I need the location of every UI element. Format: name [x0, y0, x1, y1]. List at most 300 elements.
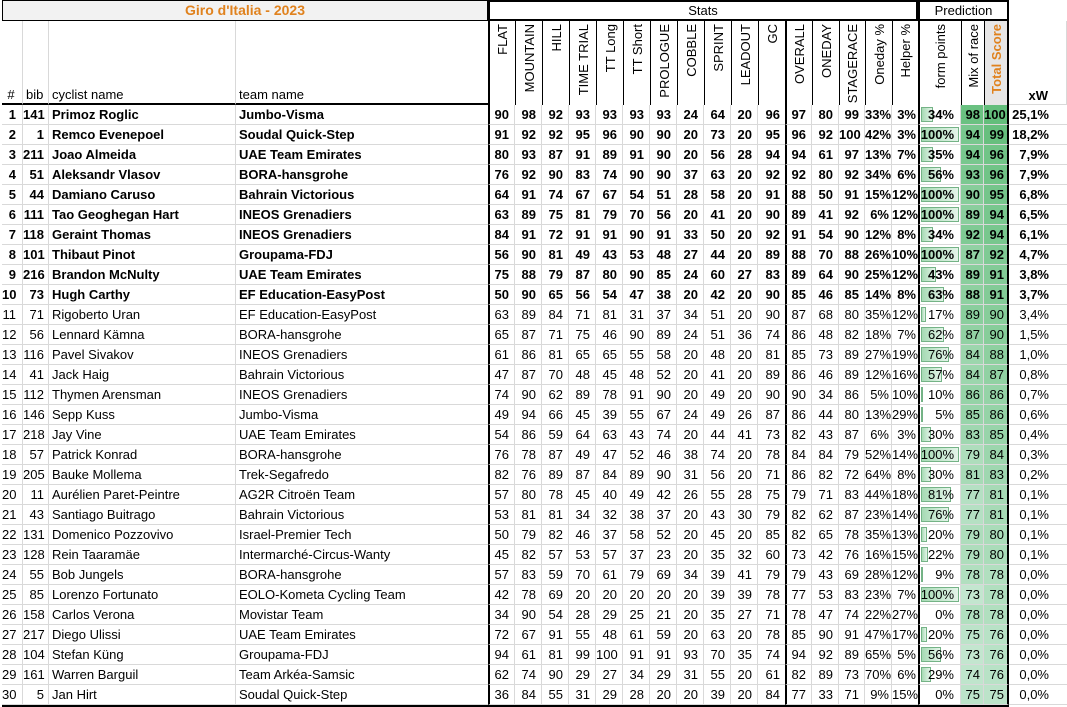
- stat-cell-flat[interactable]: 50: [488, 525, 515, 545]
- stat-cell-sprint[interactable]: 56: [704, 465, 731, 485]
- stat-cell-overall[interactable]: 82: [785, 525, 812, 545]
- stat-cell-mountain[interactable]: 90: [515, 285, 542, 305]
- xw-cell[interactable]: 6,1%: [1009, 225, 1067, 245]
- stat-cell-gc[interactable]: 61: [758, 665, 785, 685]
- stat-cell-mountain[interactable]: 88: [515, 265, 542, 285]
- stat-cell-hill[interactable]: 70: [542, 365, 569, 385]
- stat-cell-oneday-pct[interactable]: 25%: [865, 265, 892, 285]
- mix-of-race-cell[interactable]: 77: [961, 485, 984, 505]
- column-header-cobble[interactable]: [677, 21, 704, 105]
- cyclist-name-cell[interactable]: Joao Almeida: [49, 145, 236, 165]
- stat-cell-hill[interactable]: 87: [542, 145, 569, 165]
- stat-cell-leadout[interactable]: 41: [731, 565, 758, 585]
- stat-cell-overall[interactable]: 82: [785, 665, 812, 685]
- stat-cell-hill[interactable]: 92: [542, 105, 569, 125]
- stat-cell-oneday-pct[interactable]: 23%: [865, 585, 892, 605]
- mix-of-race-cell[interactable]: 77: [961, 505, 984, 525]
- form-points-cell[interactable]: [918, 585, 961, 605]
- stat-cell-cobble[interactable]: 20: [677, 585, 704, 605]
- stat-cell-time-trial[interactable]: 48: [569, 365, 596, 385]
- xw-cell[interactable]: 0,0%: [1009, 645, 1067, 665]
- cyclist-name-cell[interactable]: Geraint Thomas: [49, 225, 236, 245]
- total-score-cell[interactable]: 78: [984, 585, 1009, 605]
- form-points-cell[interactable]: [918, 265, 961, 285]
- stat-cell-sprint[interactable]: 48: [704, 345, 731, 365]
- stat-cell-helper-pct[interactable]: 19%: [892, 345, 918, 365]
- rank-cell[interactable]: 23: [2, 545, 23, 565]
- bib-cell[interactable]: 205: [23, 465, 49, 485]
- total-score-cell[interactable]: 90: [984, 305, 1009, 325]
- stat-cell-overall[interactable]: 79: [785, 485, 812, 505]
- stat-cell-hill[interactable]: 81: [542, 505, 569, 525]
- stat-cell-leadout[interactable]: 28: [731, 145, 758, 165]
- stat-cell-tt-short[interactable]: 28: [623, 685, 650, 705]
- mix-of-race-cell[interactable]: 85: [961, 405, 984, 425]
- rank-cell[interactable]: 7: [2, 225, 23, 245]
- stat-cell-tt-long[interactable]: 47: [596, 445, 623, 465]
- stat-cell-time-trial[interactable]: 95: [569, 125, 596, 145]
- stat-cell-leadout[interactable]: 26: [731, 405, 758, 425]
- cyclist-name-cell[interactable]: Warren Barguil: [49, 665, 236, 685]
- stat-cell-sprint[interactable]: 49: [704, 385, 731, 405]
- stat-cell-mountain[interactable]: 78: [515, 445, 542, 465]
- stat-cell-leadout[interactable]: 20: [731, 665, 758, 685]
- stat-cell-hill[interactable]: 90: [542, 165, 569, 185]
- column-header-gc[interactable]: [758, 21, 785, 105]
- column-header-leadout[interactable]: [731, 21, 758, 105]
- bib-cell[interactable]: 85: [23, 585, 49, 605]
- stat-cell-gc[interactable]: 90: [758, 285, 785, 305]
- stat-cell-prologue[interactable]: 20: [650, 685, 677, 705]
- team-name-cell[interactable]: Israel-Premier Tech: [236, 525, 488, 545]
- stat-cell-tt-long[interactable]: 78: [596, 385, 623, 405]
- total-score-cell[interactable]: 91: [984, 265, 1009, 285]
- stat-cell-gc[interactable]: 87: [758, 405, 785, 425]
- rank-cell[interactable]: 11: [2, 305, 23, 325]
- stat-cell-cobble[interactable]: 20: [677, 425, 704, 445]
- stat-cell-sprint[interactable]: 60: [704, 265, 731, 285]
- stat-cell-tt-short[interactable]: 90: [623, 125, 650, 145]
- stat-cell-cobble[interactable]: 26: [677, 485, 704, 505]
- stat-cell-cobble[interactable]: 20: [677, 205, 704, 225]
- stat-cell-gc[interactable]: 73: [758, 425, 785, 445]
- stat-cell-stagerace[interactable]: 86: [839, 385, 865, 405]
- stat-cell-mountain[interactable]: 90: [515, 605, 542, 625]
- cyclist-name-cell[interactable]: Hugh Carthy: [49, 285, 236, 305]
- total-score-cell[interactable]: 96: [984, 165, 1009, 185]
- rank-cell[interactable]: 3: [2, 145, 23, 165]
- bib-cell[interactable]: 73: [23, 285, 49, 305]
- stat-cell-hill[interactable]: 57: [542, 545, 569, 565]
- form-points-cell[interactable]: [918, 445, 961, 465]
- stat-cell-tt-long[interactable]: 40: [596, 485, 623, 505]
- form-points-cell[interactable]: [918, 225, 961, 245]
- stat-cell-flat[interactable]: 80: [488, 145, 515, 165]
- stat-cell-cobble[interactable]: 20: [677, 605, 704, 625]
- stat-cell-mountain[interactable]: 83: [515, 565, 542, 585]
- stat-cell-prologue[interactable]: 37: [650, 305, 677, 325]
- stat-cell-flat[interactable]: 45: [488, 545, 515, 565]
- mix-of-race-cell[interactable]: 88: [961, 285, 984, 305]
- stat-cell-overall[interactable]: 90: [785, 385, 812, 405]
- cyclist-name-cell[interactable]: Thymen Arensman: [49, 385, 236, 405]
- stat-cell-tt-long[interactable]: 32: [596, 505, 623, 525]
- stat-cell-flat[interactable]: 63: [488, 205, 515, 225]
- rank-cell[interactable]: 29: [2, 665, 23, 685]
- xw-cell[interactable]: 0,1%: [1009, 485, 1067, 505]
- mix-of-race-cell[interactable]: 90: [961, 185, 984, 205]
- mix-of-race-cell[interactable]: 89: [961, 265, 984, 285]
- stat-cell-flat[interactable]: 63: [488, 305, 515, 325]
- stat-cell-tt-long[interactable]: 54: [596, 285, 623, 305]
- mix-of-race-cell[interactable]: 79: [961, 545, 984, 565]
- stat-cell-oneday[interactable]: 68: [812, 305, 839, 325]
- stat-cell-time-trial[interactable]: 45: [569, 485, 596, 505]
- stat-cell-oneday[interactable]: 73: [812, 345, 839, 365]
- form-points-cell[interactable]: [918, 105, 961, 125]
- stat-cell-tt-long[interactable]: 29: [596, 685, 623, 705]
- stat-cell-oneday[interactable]: 71: [812, 485, 839, 505]
- bib-cell[interactable]: 118: [23, 225, 49, 245]
- total-score-cell[interactable]: 76: [984, 645, 1009, 665]
- form-points-cell[interactable]: [918, 525, 961, 545]
- bib-cell[interactable]: 111: [23, 205, 49, 225]
- total-score-cell[interactable]: 83: [984, 465, 1009, 485]
- rank-cell[interactable]: 18: [2, 445, 23, 465]
- column-header-sprint[interactable]: [704, 21, 731, 105]
- cyclist-name-column-header[interactable]: cyclist name: [49, 21, 236, 105]
- stat-cell-oneday[interactable]: 61: [812, 145, 839, 165]
- cyclist-name-cell[interactable]: Jack Haig: [49, 365, 236, 385]
- team-name-cell[interactable]: Soudal Quick-Step: [236, 125, 488, 145]
- stat-cell-flat[interactable]: 50: [488, 285, 515, 305]
- stat-cell-hill[interactable]: 55: [542, 685, 569, 705]
- stat-cell-cobble[interactable]: 20: [677, 545, 704, 565]
- stat-cell-cobble[interactable]: 31: [677, 665, 704, 685]
- stat-cell-helper-pct[interactable]: 13%: [892, 525, 918, 545]
- stat-cell-prologue[interactable]: 90: [650, 125, 677, 145]
- total-score-cell[interactable]: 99: [984, 125, 1009, 145]
- stat-cell-sprint[interactable]: 74: [704, 445, 731, 465]
- stat-cell-cobble[interactable]: 20: [677, 625, 704, 645]
- cyclist-name-cell[interactable]: Bauke Mollema: [49, 465, 236, 485]
- xw-cell[interactable]: 6,5%: [1009, 205, 1067, 225]
- stat-cell-hill[interactable]: 79: [542, 265, 569, 285]
- stat-cell-oneday-pct[interactable]: 14%: [865, 285, 892, 305]
- stat-cell-gc[interactable]: 60: [758, 545, 785, 565]
- stat-cell-gc[interactable]: 90: [758, 305, 785, 325]
- form-points-cell[interactable]: [918, 545, 961, 565]
- form-points-cell[interactable]: [918, 385, 961, 405]
- stat-cell-tt-long[interactable]: 43: [596, 245, 623, 265]
- stat-cell-oneday[interactable]: 70: [812, 245, 839, 265]
- cyclist-name-cell[interactable]: Aleksandr Vlasov: [49, 165, 236, 185]
- xw-cell[interactable]: 3,4%: [1009, 305, 1067, 325]
- column-header-oneday-pct[interactable]: [865, 21, 892, 105]
- stat-cell-sprint[interactable]: 49: [704, 405, 731, 425]
- stat-cell-prologue[interactable]: 69: [650, 565, 677, 585]
- form-points-cell[interactable]: [918, 685, 961, 705]
- stat-cell-prologue[interactable]: 56: [650, 205, 677, 225]
- stat-cell-hill[interactable]: 72: [542, 225, 569, 245]
- stat-cell-tt-long[interactable]: 48: [596, 625, 623, 645]
- team-name-cell[interactable]: Jumbo-Visma: [236, 405, 488, 425]
- stat-cell-time-trial[interactable]: 91: [569, 145, 596, 165]
- team-name-cell[interactable]: Bahrain Victorious: [236, 185, 488, 205]
- stat-cell-cobble[interactable]: 20: [677, 345, 704, 365]
- stat-cell-mountain[interactable]: 92: [515, 125, 542, 145]
- stat-cell-time-trial[interactable]: 89: [569, 385, 596, 405]
- stat-cell-sprint[interactable]: 43: [704, 505, 731, 525]
- total-score-cell[interactable]: 88: [984, 345, 1009, 365]
- rank-cell[interactable]: 27: [2, 625, 23, 645]
- stat-cell-oneday-pct[interactable]: 23%: [865, 505, 892, 525]
- stat-cell-tt-short[interactable]: 93: [623, 105, 650, 125]
- stat-cell-helper-pct[interactable]: 7%: [892, 145, 918, 165]
- stat-cell-time-trial[interactable]: 55: [569, 625, 596, 645]
- stat-cell-time-trial[interactable]: 93: [569, 105, 596, 125]
- form-points-cell[interactable]: [918, 625, 961, 645]
- cyclist-name-cell[interactable]: Thibaut Pinot: [49, 245, 236, 265]
- bib-cell[interactable]: 131: [23, 525, 49, 545]
- stat-cell-mountain[interactable]: 78: [515, 585, 542, 605]
- stat-cell-oneday[interactable]: 80: [812, 165, 839, 185]
- stat-cell-helper-pct[interactable]: 14%: [892, 445, 918, 465]
- stat-cell-gc[interactable]: 92: [758, 165, 785, 185]
- stat-cell-cobble[interactable]: 27: [677, 245, 704, 265]
- mix-of-race-cell[interactable]: 86: [961, 385, 984, 405]
- stat-cell-time-trial[interactable]: 34: [569, 505, 596, 525]
- stat-cell-mountain[interactable]: 93: [515, 145, 542, 165]
- stat-cell-tt-long[interactable]: 46: [596, 325, 623, 345]
- stat-cell-flat[interactable]: 36: [488, 685, 515, 705]
- stat-cell-tt-short[interactable]: 52: [623, 445, 650, 465]
- stat-cell-flat[interactable]: 56: [488, 245, 515, 265]
- cyclist-name-cell[interactable]: Sepp Kuss: [49, 405, 236, 425]
- stat-cell-tt-short[interactable]: 37: [623, 545, 650, 565]
- stat-cell-mountain[interactable]: 81: [515, 505, 542, 525]
- stat-cell-cobble[interactable]: 24: [677, 325, 704, 345]
- stat-cell-overall[interactable]: 86: [785, 405, 812, 425]
- total-score-cell[interactable]: 80: [984, 545, 1009, 565]
- cyclist-name-cell[interactable]: Patrick Konrad: [49, 445, 236, 465]
- stat-cell-stagerace[interactable]: 76: [839, 545, 865, 565]
- bib-cell[interactable]: 116: [23, 345, 49, 365]
- xw-cell[interactable]: 0,0%: [1009, 625, 1067, 645]
- rank-cell[interactable]: 21: [2, 505, 23, 525]
- stat-cell-mountain[interactable]: 89: [515, 305, 542, 325]
- stat-cell-leadout[interactable]: 30: [731, 505, 758, 525]
- stat-cell-time-trial[interactable]: 81: [569, 205, 596, 225]
- stat-cell-tt-short[interactable]: 89: [623, 465, 650, 485]
- stat-cell-time-trial[interactable]: 45: [569, 405, 596, 425]
- stat-cell-helper-pct[interactable]: 5%: [892, 645, 918, 665]
- stat-cell-time-trial[interactable]: 65: [569, 345, 596, 365]
- stat-cell-hill[interactable]: 66: [542, 405, 569, 425]
- stat-cell-oneday[interactable]: 64: [812, 265, 839, 285]
- cyclist-name-cell[interactable]: Santiago Buitrago: [49, 505, 236, 525]
- total-score-cell[interactable]: 86: [984, 385, 1009, 405]
- stat-cell-mountain[interactable]: 90: [515, 245, 542, 265]
- stat-cell-overall[interactable]: 92: [785, 165, 812, 185]
- mix-of-race-cell[interactable]: 75: [961, 625, 984, 645]
- stat-cell-time-trial[interactable]: 46: [569, 525, 596, 545]
- column-header-helper-pct[interactable]: [892, 21, 918, 105]
- form-points-cell[interactable]: [918, 425, 961, 445]
- stat-cell-overall[interactable]: 86: [785, 465, 812, 485]
- stat-cell-sprint[interactable]: 44: [704, 425, 731, 445]
- stat-cell-leadout[interactable]: 27: [731, 605, 758, 625]
- stat-cell-gc[interactable]: 96: [758, 105, 785, 125]
- stat-cell-mountain[interactable]: 90: [515, 385, 542, 405]
- stat-cell-oneday[interactable]: 43: [812, 425, 839, 445]
- stat-cell-overall[interactable]: 94: [785, 645, 812, 665]
- column-header-form-points[interactable]: [918, 21, 961, 105]
- stat-cell-stagerace[interactable]: 80: [839, 405, 865, 425]
- stat-cell-gc[interactable]: 79: [758, 505, 785, 525]
- stat-cell-leadout[interactable]: 32: [731, 545, 758, 565]
- mix-of-race-cell[interactable]: 74: [961, 665, 984, 685]
- xw-cell[interactable]: 1,5%: [1009, 325, 1067, 345]
- stat-cell-mountain[interactable]: 82: [515, 545, 542, 565]
- stat-cell-flat[interactable]: 34: [488, 605, 515, 625]
- stat-cell-stagerace[interactable]: 73: [839, 665, 865, 685]
- stat-cell-helper-pct[interactable]: 12%: [892, 205, 918, 225]
- stat-cell-overall[interactable]: 79: [785, 565, 812, 585]
- column-header-flat[interactable]: [488, 21, 515, 105]
- xw-cell[interactable]: 7,9%: [1009, 145, 1067, 165]
- stat-cell-flat[interactable]: 57: [488, 565, 515, 585]
- stat-cell-hill[interactable]: 71: [542, 325, 569, 345]
- total-score-cell[interactable]: 76: [984, 625, 1009, 645]
- stat-cell-cobble[interactable]: 20: [677, 685, 704, 705]
- stat-cell-flat[interactable]: 65: [488, 325, 515, 345]
- column-header-time-trial[interactable]: [569, 21, 596, 105]
- bib-cell[interactable]: 211: [23, 145, 49, 165]
- stat-cell-helper-pct[interactable]: 3%: [892, 125, 918, 145]
- total-score-cell[interactable]: 91: [984, 285, 1009, 305]
- xw-cell[interactable]: 1,0%: [1009, 345, 1067, 365]
- stat-cell-leadout[interactable]: 41: [731, 425, 758, 445]
- mix-of-race-cell[interactable]: 92: [961, 225, 984, 245]
- rank-cell[interactable]: 1: [2, 105, 23, 125]
- stat-cell-stagerace[interactable]: 97: [839, 145, 865, 165]
- xw-cell[interactable]: 0,1%: [1009, 525, 1067, 545]
- rank-cell[interactable]: 16: [2, 405, 23, 425]
- xw-column-header[interactable]: xW: [1009, 21, 1067, 105]
- mix-of-race-cell[interactable]: 93: [961, 165, 984, 185]
- rank-cell[interactable]: 19: [2, 465, 23, 485]
- stat-cell-mountain[interactable]: 80: [515, 485, 542, 505]
- stat-cell-prologue[interactable]: 37: [650, 505, 677, 525]
- stat-cell-prologue[interactable]: 46: [650, 445, 677, 465]
- stat-cell-leadout[interactable]: 35: [731, 645, 758, 665]
- mix-of-race-cell[interactable]: 89: [961, 305, 984, 325]
- total-score-cell[interactable]: 95: [984, 185, 1009, 205]
- stat-cell-time-trial[interactable]: 56: [569, 285, 596, 305]
- bib-cell[interactable]: 11: [23, 485, 49, 505]
- cyclist-name-cell[interactable]: Damiano Caruso: [49, 185, 236, 205]
- stat-cell-oneday-pct[interactable]: 33%: [865, 105, 892, 125]
- xw-cell[interactable]: 0,7%: [1009, 385, 1067, 405]
- stat-cell-helper-pct[interactable]: 7%: [892, 585, 918, 605]
- stat-cell-prologue[interactable]: 29: [650, 665, 677, 685]
- bib-cell[interactable]: 71: [23, 305, 49, 325]
- stat-cell-tt-long[interactable]: 96: [596, 125, 623, 145]
- stat-cell-prologue[interactable]: 23: [650, 545, 677, 565]
- stat-cell-hill[interactable]: 75: [542, 205, 569, 225]
- stat-cell-leadout[interactable]: 20: [731, 185, 758, 205]
- cyclist-name-cell[interactable]: Remco Evenepoel: [49, 125, 236, 145]
- stat-cell-helper-pct[interactable]: 29%: [892, 405, 918, 425]
- stat-cell-helper-pct[interactable]: 8%: [892, 285, 918, 305]
- stat-cell-tt-long[interactable]: 37: [596, 525, 623, 545]
- stat-cell-helper-pct[interactable]: 6%: [892, 665, 918, 685]
- stat-cell-tt-long[interactable]: 57: [596, 545, 623, 565]
- stat-cell-tt-short[interactable]: 55: [623, 345, 650, 365]
- stat-cell-sprint[interactable]: 39: [704, 685, 731, 705]
- stat-cell-sprint[interactable]: 70: [704, 645, 731, 665]
- stat-cell-oneday-pct[interactable]: 28%: [865, 565, 892, 585]
- xw-cell[interactable]: 0,1%: [1009, 545, 1067, 565]
- rank-cell[interactable]: 13: [2, 345, 23, 365]
- bib-cell[interactable]: 57: [23, 445, 49, 465]
- stat-cell-prologue[interactable]: 38: [650, 285, 677, 305]
- form-points-cell[interactable]: [918, 245, 961, 265]
- stat-cell-overall[interactable]: 78: [785, 605, 812, 625]
- stat-cell-time-trial[interactable]: 75: [569, 325, 596, 345]
- stat-cell-gc[interactable]: 85: [758, 525, 785, 545]
- total-score-cell[interactable]: 87: [984, 365, 1009, 385]
- stat-cell-leadout[interactable]: 36: [731, 325, 758, 345]
- stat-cell-overall[interactable]: 87: [785, 305, 812, 325]
- stat-cell-hill[interactable]: 87: [542, 445, 569, 465]
- stat-cell-tt-long[interactable]: 20: [596, 585, 623, 605]
- stat-cell-oneday-pct[interactable]: 6%: [865, 425, 892, 445]
- stat-cell-time-trial[interactable]: 28: [569, 605, 596, 625]
- rank-cell[interactable]: 30: [2, 685, 23, 705]
- team-name-cell[interactable]: Soudal Quick-Step: [236, 685, 488, 705]
- stat-cell-oneday[interactable]: 44: [812, 405, 839, 425]
- stat-cell-tt-short[interactable]: 90: [623, 265, 650, 285]
- xw-cell[interactable]: 4,7%: [1009, 245, 1067, 265]
- stat-cell-hill[interactable]: 54: [542, 605, 569, 625]
- stat-cell-prologue[interactable]: 91: [650, 645, 677, 665]
- stat-cell-cobble[interactable]: 37: [677, 165, 704, 185]
- stat-cell-oneday[interactable]: 84: [812, 445, 839, 465]
- stat-cell-tt-short[interactable]: 70: [623, 205, 650, 225]
- stat-cell-overall[interactable]: 88: [785, 245, 812, 265]
- stat-cell-flat[interactable]: 54: [488, 425, 515, 445]
- stat-cell-mountain[interactable]: 89: [515, 205, 542, 225]
- rank-cell[interactable]: 12: [2, 325, 23, 345]
- stat-cell-gc[interactable]: 71: [758, 465, 785, 485]
- stat-cell-overall[interactable]: 85: [785, 625, 812, 645]
- stat-cell-sprint[interactable]: 73: [704, 125, 731, 145]
- xw-cell[interactable]: 0,8%: [1009, 365, 1067, 385]
- rank-cell[interactable]: 28: [2, 645, 23, 665]
- stat-cell-overall[interactable]: 84: [785, 445, 812, 465]
- stat-cell-tt-long[interactable]: 81: [596, 305, 623, 325]
- team-name-cell[interactable]: Trek-Segafredo: [236, 465, 488, 485]
- bib-cell[interactable]: 161: [23, 665, 49, 685]
- form-points-cell[interactable]: [918, 345, 961, 365]
- stat-cell-gc[interactable]: 78: [758, 445, 785, 465]
- stat-cell-gc[interactable]: 83: [758, 265, 785, 285]
- mix-of-race-cell[interactable]: 75: [961, 685, 984, 705]
- stat-cell-hill[interactable]: 89: [542, 465, 569, 485]
- stat-cell-sprint[interactable]: 55: [704, 665, 731, 685]
